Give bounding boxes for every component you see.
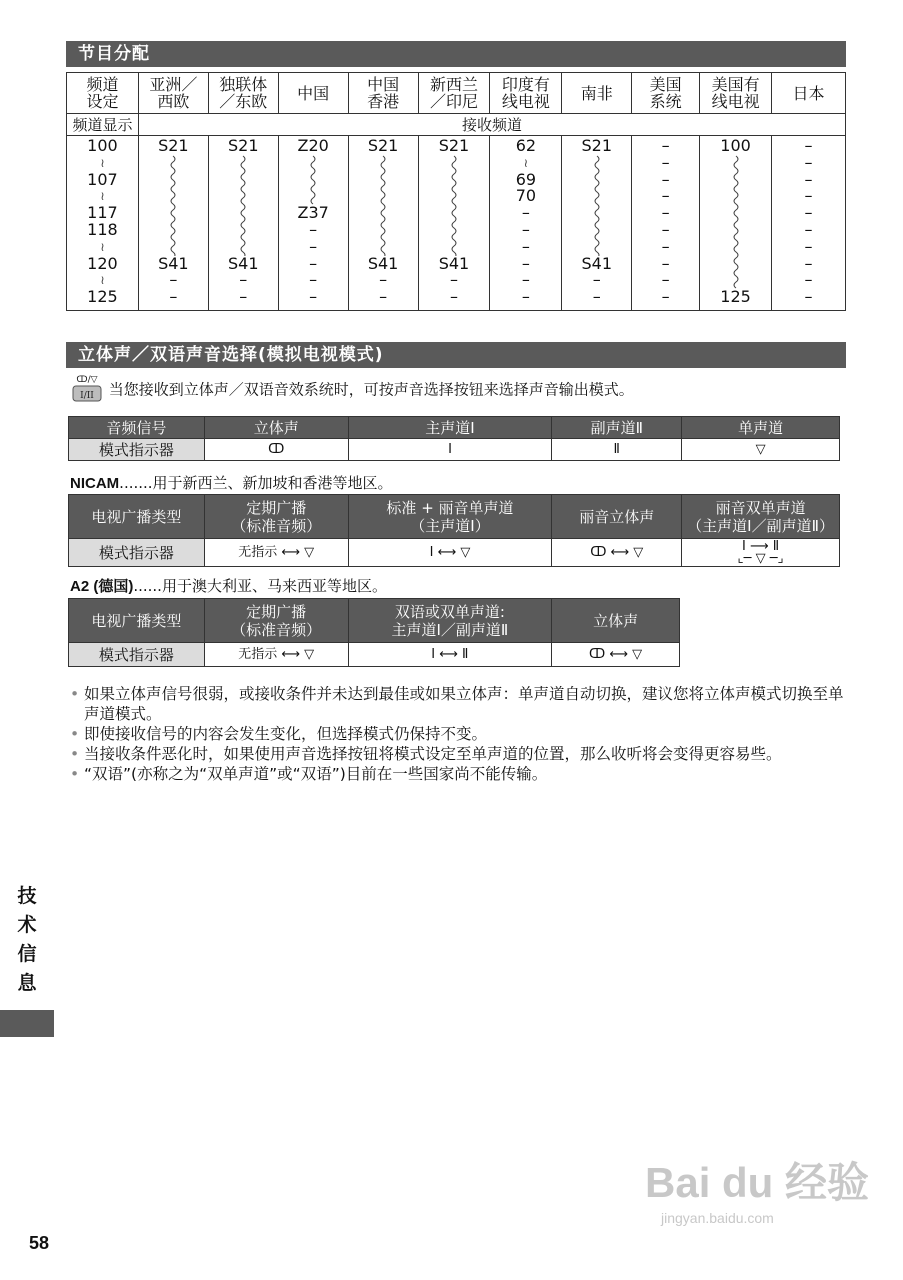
channel-col-header: 日本	[772, 73, 846, 114]
channel-value: –	[309, 253, 318, 273]
nicam-desc: .......用于新西兰、新加坡和香港等地区。	[119, 474, 393, 492]
side-tab-text: 技 术 信 息	[17, 885, 37, 994]
channel-col-data	[348, 136, 418, 311]
range-wavy-line	[731, 155, 741, 289]
range-tilde: ≀	[100, 239, 105, 254]
mode-indicator-value: ↀ ⟷ ▽	[552, 539, 682, 567]
channel-value: –	[661, 270, 670, 290]
channel-value: –	[661, 287, 670, 307]
watermark	[645, 1150, 869, 1226]
channel-value: 120	[87, 253, 118, 273]
channel-allocation-table	[66, 72, 846, 311]
mode-indicator-value: Ⅰ ⟷ Ⅱ	[348, 643, 552, 667]
channel-value: S21	[438, 136, 470, 155]
audio-header-cell: 立体声	[552, 599, 680, 643]
notes-list	[70, 684, 850, 784]
channel-col-header: 亚洲／ 西欧	[138, 73, 208, 114]
section-title-stereo-bilingual: 立体声／双语声音选择(模拟电视模式)	[66, 342, 846, 368]
audio-header-cell: 定期广播 （标准音频）	[204, 599, 348, 643]
channel-col-data	[700, 136, 772, 311]
channel-col-data	[208, 136, 278, 311]
btn-top-label: ↀ/▽	[76, 375, 98, 385]
channel-data-row	[67, 136, 846, 311]
range-wavy-line	[168, 155, 178, 256]
channel-value: 125	[720, 287, 751, 307]
range-wavy-line	[238, 155, 248, 256]
channel-value: –	[661, 219, 670, 239]
channel-value: –	[661, 253, 670, 273]
channel-col-header: 中国 香港	[348, 73, 418, 114]
channel-col-header: 美国 系统	[632, 73, 700, 114]
channel-value: S21	[158, 136, 189, 155]
a2-table	[68, 598, 680, 667]
mode-indicator-value: 无指示 ⟷ ▽	[204, 539, 348, 567]
channel-col-data	[562, 136, 632, 311]
mode-indicator-value: Ⅰ	[348, 439, 552, 461]
range-wavy-line	[449, 155, 459, 256]
channel-value: –	[309, 287, 318, 307]
channel-value: –	[661, 136, 670, 155]
audio-table-indicator-row	[69, 539, 840, 567]
channel-col-header: 频道 设定	[67, 73, 139, 114]
audio-table-header-row	[69, 599, 680, 643]
range-wavy-line	[308, 155, 318, 205]
channel-value: –	[592, 270, 601, 290]
note-item: • “双语”(亦称之为“双单声道”或“双语”)目前在一些国家尚不能传输。	[70, 764, 850, 784]
channel-value: –	[379, 287, 388, 307]
channel-value: –	[661, 186, 670, 206]
channel-value: –	[804, 219, 813, 239]
mode-indicator-value: Ⅰ ⟷ ▽	[348, 539, 552, 567]
channel-value: S41	[438, 253, 470, 273]
audio-table-indicator-row	[69, 643, 680, 667]
mode-indicator-value: ↀ ⟷ ▽	[552, 643, 680, 667]
channel-value: –	[521, 287, 530, 307]
audio-header-cell: 丽音双单声道 （主声道Ⅰ／副声道Ⅱ）	[682, 495, 840, 539]
mode-indicator-value: Ⅰ ⟶ Ⅱ ⌞─ ▽ ─⌟	[682, 539, 840, 567]
channel-value: 107	[87, 169, 118, 189]
nicam-label: NICAM	[70, 475, 120, 492]
side-tab-marker	[0, 1010, 54, 1037]
channel-value: –	[804, 152, 813, 172]
audio-header-cell: 主声道Ⅰ	[348, 417, 552, 439]
channel-value: –	[521, 203, 530, 223]
a2-label: A2 (德国)	[70, 578, 134, 595]
watermark-brand: Bai du 经验	[645, 1159, 870, 1206]
channel-value: –	[449, 287, 458, 307]
audio-header-cell: 音频信号	[69, 417, 205, 439]
nicam-table	[68, 494, 840, 567]
note-item: • 当接收条件恶化时，如果使用声音选择按钮将模式设定至单声道的位置，那么收听将会变得更容易些。	[70, 744, 850, 764]
channel-value: –	[661, 152, 670, 172]
range-wavy-line	[378, 155, 388, 256]
channel-value: S41	[367, 253, 399, 273]
channel-col-data	[772, 136, 846, 311]
audio-header-cell: 电视广播类型	[69, 599, 205, 643]
channel-col-data	[138, 136, 208, 311]
note-item: • 即使接收信号的内容会发生变化，但选择模式仍保持不变。	[70, 724, 850, 744]
audio-header-cell: 立体声	[204, 417, 348, 439]
channel-header-row	[67, 73, 846, 114]
channel-value: S41	[228, 253, 259, 273]
nicam-line	[70, 472, 393, 493]
a2-line	[70, 575, 387, 596]
channel-value: –	[804, 236, 813, 256]
channel-value: 100	[720, 136, 751, 155]
channel-col-data	[632, 136, 700, 311]
channel-value: 70	[515, 186, 537, 206]
channel-col-header: 新西兰 ／印尼	[418, 73, 490, 114]
audio-header-cell: 电视广播类型	[69, 495, 205, 539]
channel-value: S41	[158, 253, 189, 273]
audio-table-indicator-row	[69, 439, 840, 461]
page-number: 58	[29, 1233, 50, 1253]
note-item: • 如果立体声信号很弱，或接收条件并未达到最佳或如果立体声：单声道自动切换，建议您将立体声模式切换至单声道模式。	[70, 684, 850, 724]
channel-value: Z20	[297, 136, 329, 155]
channel-col-header: 印度有 线电视	[490, 73, 562, 114]
mode-indicator-value: Ⅱ	[552, 439, 682, 461]
channel-value: –	[804, 270, 813, 290]
audio-header-cell: 单声道	[682, 417, 840, 439]
range-wavy-line	[592, 155, 602, 256]
channel-value: –	[449, 270, 458, 290]
channel-col-header: 中国	[278, 73, 348, 114]
channel-value: –	[804, 203, 813, 223]
audio-table-header-row	[69, 417, 840, 439]
channel-value: –	[379, 270, 388, 290]
channel-value: 125	[87, 287, 118, 307]
channel-value: 117	[87, 203, 118, 223]
channel-col-data	[418, 136, 490, 311]
channel-value: S21	[581, 136, 613, 155]
channel-value: –	[309, 270, 318, 290]
channel-value: 62	[515, 136, 537, 155]
channel-value: –	[309, 219, 318, 239]
section-title-channel-allocation: 节目分配	[66, 41, 846, 67]
channel-value: –	[521, 253, 530, 273]
channel-display-row	[67, 114, 846, 136]
a2-desc: ......用于澳大利亚、马来西亚等地区。	[133, 577, 387, 595]
range-tilde: ≀	[523, 155, 529, 170]
channel-value: S21	[367, 136, 399, 155]
btn-label: I/II	[80, 391, 94, 401]
channel-value: –	[804, 253, 813, 273]
mode-indicator-label: 模式指示器	[69, 439, 205, 461]
audio-header-cell: 标准 + 丽音单声道 （主声道Ⅰ）	[348, 495, 552, 539]
channel-value: –	[169, 270, 178, 290]
range-tilde: ≀	[100, 155, 105, 170]
range-tilde: ≀	[100, 189, 105, 204]
channel-value: –	[661, 203, 670, 223]
channel-value: Z37	[297, 203, 329, 223]
intro-line	[70, 373, 634, 407]
channel-value: –	[804, 186, 813, 206]
channel-value: –	[239, 287, 248, 307]
intro-text: 当您接收到立体声／双语音效系统时，可按声音选择按钮来选择声音输出模式。	[108, 380, 634, 399]
channel-value: 100	[87, 136, 118, 155]
audio-header-cell: 定期广播 （标准音频）	[204, 495, 348, 539]
channel-col-data	[490, 136, 562, 311]
side-tab-technical-info	[0, 882, 54, 998]
channel-value: –	[661, 169, 670, 189]
channel-value: S21	[228, 136, 259, 155]
channel-col-data	[67, 136, 139, 311]
audio-table-header-row	[69, 495, 840, 539]
mode-indicator-value: 无指示 ⟷ ▽	[204, 643, 348, 667]
channel-value: –	[521, 219, 530, 239]
audio-header-cell: 副声道Ⅱ	[552, 417, 682, 439]
channel-value: 118	[87, 219, 118, 239]
audio-header-cell: 丽音立体声	[552, 495, 682, 539]
sound-select-button-icon	[70, 373, 104, 407]
watermark-url: jingyan.baidu.com	[661, 1210, 774, 1226]
mode-indicator-label: 模式指示器	[69, 539, 205, 567]
channel-value: –	[804, 136, 813, 155]
channel-value: –	[804, 169, 813, 189]
range-tilde: ≀	[100, 273, 105, 288]
audio-signal-table	[68, 416, 840, 461]
channel-col-header: 独联体 ／东欧	[208, 73, 278, 114]
audio-header-cell: 双语或双单声道: 主声道Ⅰ／副声道Ⅱ	[348, 599, 552, 643]
channel-col-header: 南非	[562, 73, 632, 114]
channel-col-header: 美国有 线电视	[700, 73, 772, 114]
receive-label: 接收频道	[138, 114, 845, 136]
channel-value: –	[239, 270, 248, 290]
channel-value: –	[169, 287, 178, 307]
mode-indicator-value: ↀ	[204, 439, 348, 461]
channel-value: –	[309, 236, 318, 256]
channel-value: –	[592, 287, 601, 307]
channel-col-data	[278, 136, 348, 311]
mode-indicator-label: 模式指示器	[69, 643, 205, 667]
channel-value: –	[661, 236, 670, 256]
mode-indicator-value: ▽	[682, 439, 840, 461]
channel-value: –	[804, 287, 813, 307]
channel-value: –	[521, 236, 530, 256]
display-label: 频道显示	[67, 114, 139, 136]
channel-value: 69	[515, 169, 537, 189]
channel-value: S41	[581, 253, 613, 273]
channel-value: –	[521, 270, 530, 290]
